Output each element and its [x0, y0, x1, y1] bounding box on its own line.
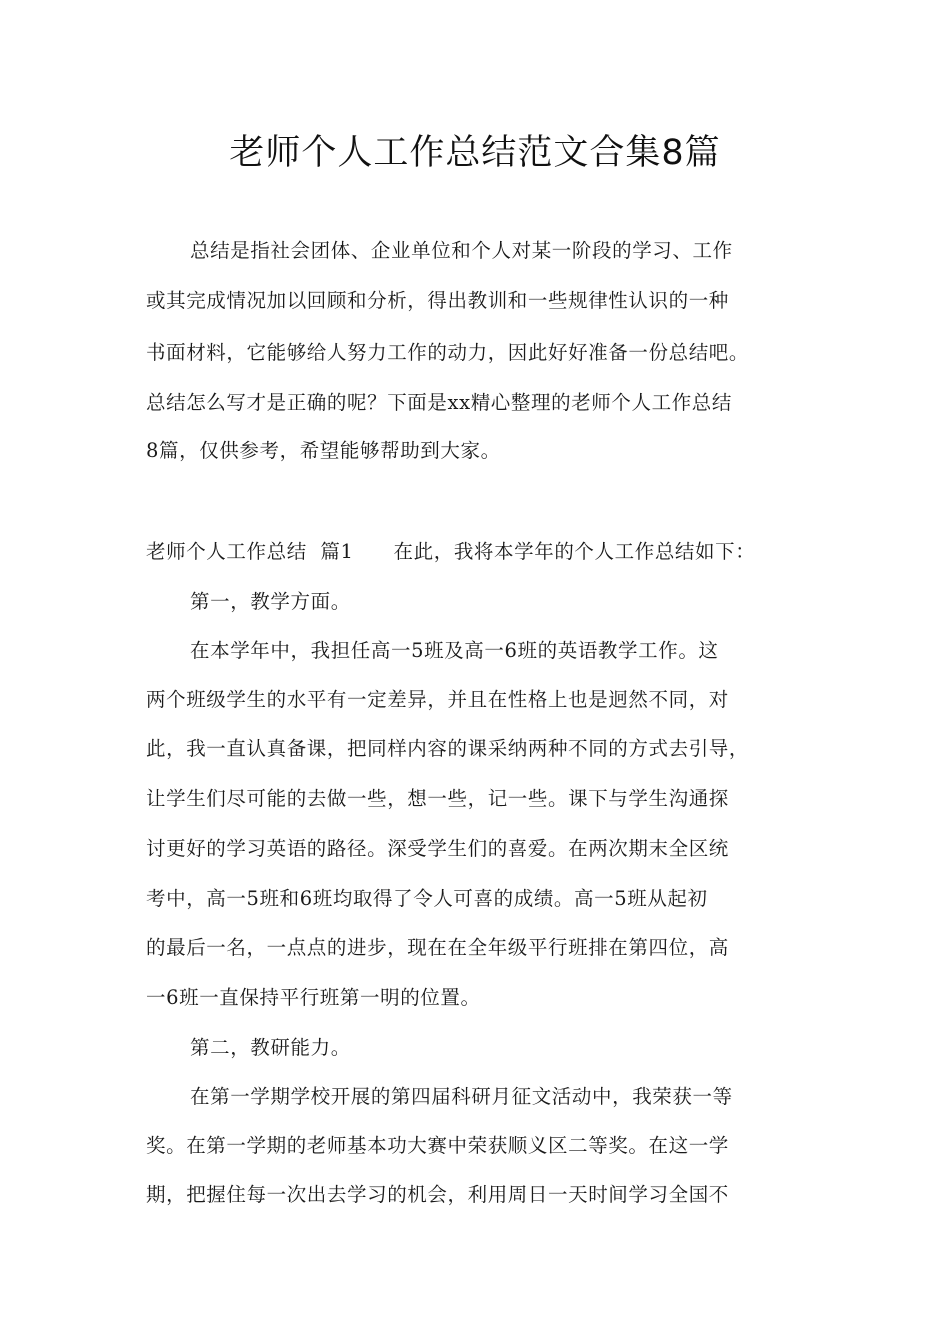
body-line: 在第一学期学校开展的第四届科研月征文活动中，我荣获一等	[190, 1085, 733, 1108]
intro-line: 总结是指社会团体、企业单位和个人对某一阶段的学习、工作	[190, 239, 733, 262]
section-heading-row	[146, 537, 826, 567]
intro-line: 书面材料，它能够给人努力工作的动力，因此好好准备一份总结吧。	[146, 341, 750, 364]
body-line: 期，把握住每一次出去学习的机会，利用周日一天时间学习全国不	[146, 1183, 729, 1206]
body-line: 一6班一直保持平行班第一明的位置。	[146, 986, 481, 1009]
body-line: 考中，高一5班和6班均取得了令人可喜的成绩。高一5班从起初	[146, 887, 708, 910]
intro-line: 或其完成情况加以回顾和分析，得出教训和一些规律性认识的一种	[146, 289, 729, 312]
body-line: 在本学年中，我担任高一5班及高一6班的英语教学工作。这	[190, 639, 719, 662]
body-line: 奖。在第一学期的老师基本功大赛中荣获顺义区二等奖。在这一学	[146, 1134, 729, 1157]
subheading-teaching: 第一，教学方面。	[190, 590, 351, 613]
body-line: 让学生们尽可能的去做一些，想一些，记一些。课下与学生沟通探	[146, 787, 729, 810]
section-heading: 老师个人工作总结 篇1	[146, 540, 354, 563]
body-line: 讨更好的学习英语的路径。深受学生们的喜爱。在两次期末全区统	[146, 837, 729, 860]
intro-line: 总结怎么写才是正确的呢？下面是xx精心整理的老师个人工作总结	[146, 391, 732, 414]
section-heading-tail: 在此，我将本学年的个人工作总结如下：	[393, 540, 756, 563]
body-line: 两个班级学生的水平有一定差异，并且在性格上也是迥然不同，对	[146, 688, 729, 711]
body-line: 的最后一名，一点点的进步，现在在全年级平行班排在第四位，高	[146, 936, 729, 959]
subheading-research: 第二，教研能力。	[190, 1036, 351, 1059]
intro-line: 8篇，仅供参考，希望能够帮助到大家。	[146, 439, 501, 462]
body-line: 此，我一直认真备课，把同样内容的课采纳两种不同的方式去引导，	[146, 737, 750, 760]
document-title: 老师个人工作总结范文合集8篇	[229, 133, 721, 173]
